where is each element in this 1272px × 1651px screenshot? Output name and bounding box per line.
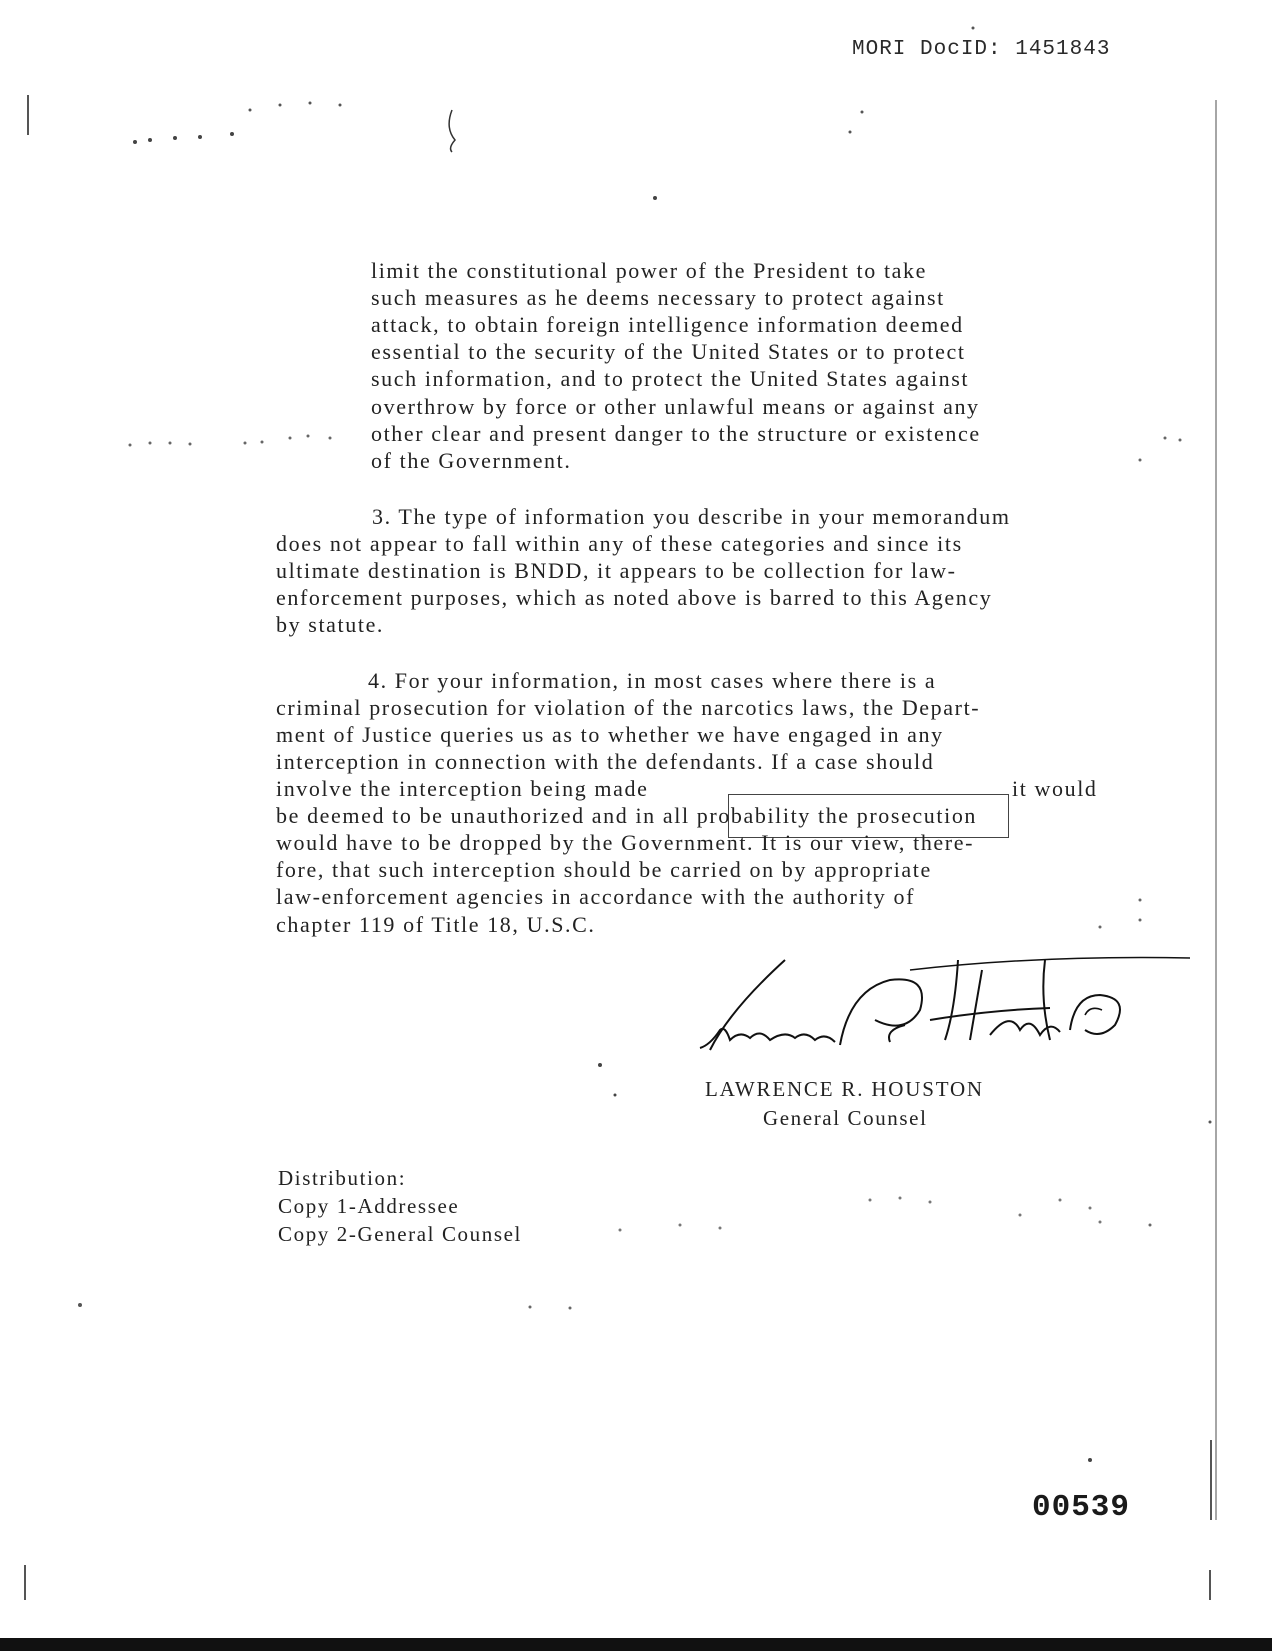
body-line: of the Government. <box>371 448 572 473</box>
handwritten-signature <box>690 950 1190 1060</box>
body-line: overthrow by force or other unlawful means or against any <box>371 394 980 419</box>
doc-id-header: MORI DocID: 1451843 <box>852 38 1111 61</box>
body-line: it would <box>1012 776 1098 801</box>
body-line: does not appear to fall within any of these categories and since its <box>276 531 963 556</box>
distribution-heading: Distribution: <box>278 1166 407 1190</box>
body-line: by statute. <box>276 612 385 637</box>
distribution-copy: Copy 1-Addressee <box>278 1194 460 1218</box>
body-line: chapter 119 of Title 18, U.S.C. <box>276 912 596 937</box>
body-line: enforcement purposes, which as noted above is barred to this Agency <box>276 585 993 610</box>
body-line: such measures as he deems necessary to protect against <box>371 285 945 310</box>
body-line: would have to be dropped by the Government. It is our view, there- <box>276 830 975 855</box>
body-line: fore, that such interception should be carried on by appropriate <box>276 857 932 882</box>
body-line: be deemed to be unauthorized and in all probability the prosecution <box>276 803 978 828</box>
body-line: such information, and to protect the United States against <box>371 366 970 391</box>
distribution-copy: Copy 2-General Counsel <box>278 1222 522 1246</box>
body-line: 3. The type of information you describe in your memorandum <box>372 504 1011 529</box>
body-line: criminal prosecution for violation of the narcotics laws, the Depart- <box>276 695 981 720</box>
signer-title: General Counsel <box>763 1106 928 1130</box>
body-line: involve the interception being made <box>276 776 649 801</box>
signer-name: LAWRENCE R. HOUSTON <box>705 1077 984 1101</box>
body-line: ultimate destination is BNDD, it appears to be collection for law- <box>276 558 957 583</box>
body-line: essential to the security of the United States or to protect <box>371 339 966 364</box>
body-line: attack, to obtain foreign intelligence information deemed <box>371 312 964 337</box>
body-line: limit the constitutional power of the President to take <box>371 258 928 283</box>
body-line: interception in connection with the defendants. If a case should <box>276 749 935 774</box>
page-number: 00539 <box>1032 1490 1131 1525</box>
body-line: other clear and present danger to the structure or existence <box>371 421 981 446</box>
body-line: ment of Justice queries us as to whether we have engaged in any <box>276 722 944 747</box>
body-line: law-enforcement agencies in accordance with the authority of <box>276 884 916 909</box>
body-line: 4. For your information, in most cases where there is a <box>368 668 937 693</box>
